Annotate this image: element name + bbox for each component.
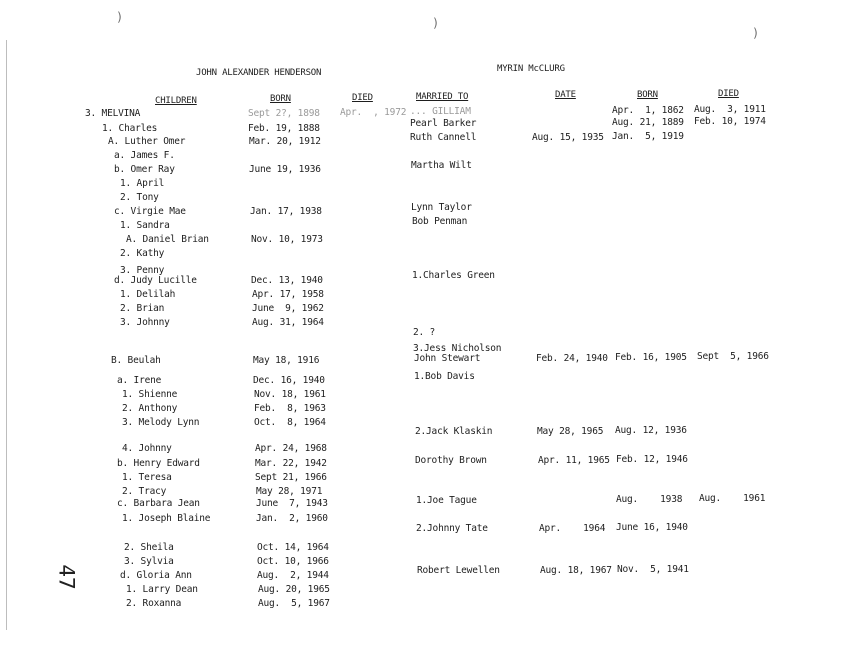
child-name: 2. Kathy <box>120 248 165 259</box>
child-name: A. Daniel Brian <box>126 234 209 245</box>
child-born: June 19, 1936 <box>249 164 321 175</box>
child-name: 3. Johnny <box>120 317 170 328</box>
col-spouse-born-header: BORN <box>637 90 658 100</box>
stray-mark: ) <box>116 10 124 24</box>
header-right-name: MYRIN McCLURG <box>497 64 565 74</box>
married-to: 2.Jack Klaskin <box>415 426 493 437</box>
child-name: d. Gloria Ann <box>120 570 192 581</box>
child-born: Aug. 31, 1964 <box>252 317 324 328</box>
child-born: Oct. 8, 1964 <box>254 417 326 428</box>
child-name: 2. Anthony <box>122 403 178 414</box>
child-name: 1. Joseph Blaine <box>122 513 211 524</box>
child-born: May 18, 1916 <box>253 355 320 366</box>
child-born: Apr. 24, 1968 <box>255 443 327 454</box>
married-to: 2.Johnny Tate <box>416 523 488 534</box>
married-to: 1.Charles Green <box>412 270 495 281</box>
child-born: Sept 21, 1966 <box>255 472 327 483</box>
child-name: B. Beulah <box>111 355 161 366</box>
child-name: 3. Melody Lynn <box>122 417 200 428</box>
child-name: a. James F. <box>114 150 175 161</box>
spouse-died: Feb. 10, 1974 <box>694 116 766 127</box>
child-born: Sept 2?, 1898 <box>248 108 320 119</box>
child-name: d. Judy Lucille <box>114 275 197 286</box>
child-born: Mar. 20, 1912 <box>249 136 321 147</box>
stray-mark: ) <box>752 26 760 40</box>
child-born: Mar. 22, 1942 <box>255 458 327 469</box>
child-name: 2. Tony <box>120 192 159 203</box>
child-name: 1. Shienne <box>122 389 178 400</box>
spouse-born: June 16, 1940 <box>616 522 688 533</box>
spouse-born: Jan. 5, 1919 <box>612 131 684 142</box>
col-date-header: DATE <box>555 90 576 100</box>
child-born: Dec. 13, 1940 <box>251 275 323 286</box>
spouse-born: Nov. 5, 1941 <box>617 564 689 575</box>
child-name: 1. Sandra <box>120 220 170 231</box>
child-born: Feb. 8, 1963 <box>254 403 326 414</box>
married-to: John Stewart <box>414 353 481 364</box>
spouse-died: Aug. 3, 1911 <box>694 104 766 115</box>
child-died: Apr. , 1972 <box>340 107 407 118</box>
child-born: Aug. 5, 1967 <box>258 598 330 609</box>
marriage-date: May 28, 1965 <box>537 426 604 437</box>
married-to: Bob Penman <box>412 216 468 227</box>
child-name: 1. Delilah <box>120 289 176 300</box>
marriage-date: Aug. 18, 1967 <box>540 565 612 576</box>
married-to: 1.Bob Davis <box>414 371 475 382</box>
child-born: Feb. 19, 1888 <box>248 123 320 134</box>
child-born: Oct. 10, 1966 <box>257 556 329 567</box>
child-born: Nov. 18, 1961 <box>254 389 326 400</box>
married-to: Robert Lewellen <box>417 565 500 576</box>
married-to: Martha Wilt <box>411 160 472 171</box>
child-born: Aug. 2, 1944 <box>257 570 329 581</box>
married-to: 2. ? <box>413 327 436 338</box>
married-to: Ruth Cannell <box>410 132 477 143</box>
child-name: 1. Larry Dean <box>126 584 198 595</box>
spouse-born: Feb. 12, 1946 <box>616 454 688 465</box>
child-born: June 7, 1943 <box>256 498 328 509</box>
spouse-born: Aug. 12, 1936 <box>615 425 687 436</box>
spouse-born: Aug. 1938 <box>616 494 683 505</box>
child-name: b. Omer Ray <box>114 164 175 175</box>
child-born: May 28, 1971 <box>256 486 323 497</box>
child-name: 2. Sheila <box>124 542 174 553</box>
col-died-header: DIED <box>352 93 373 103</box>
child-name: 3. MELVINA <box>85 108 141 119</box>
married-to: ... GILLIAM <box>410 106 471 117</box>
child-name: 1. Teresa <box>122 472 172 483</box>
married-to: Pearl Barker <box>410 118 477 129</box>
col-born-header: BORN <box>270 94 291 104</box>
child-name: 3. Sylvia <box>124 556 174 567</box>
married-to: Lynn Taylor <box>411 202 472 213</box>
page-number: 47 <box>54 564 79 590</box>
child-name: c. Virgie Mae <box>114 206 186 217</box>
marriage-date: Apr. 11, 1965 <box>538 455 610 466</box>
spouse-born: Aug. 21, 1889 <box>612 117 684 128</box>
child-born: Jan. 17, 1938 <box>250 206 322 217</box>
married-to: 1.Joe Tague <box>416 495 477 506</box>
child-born: Oct. 14, 1964 <box>257 542 329 553</box>
child-name: 1. Charles <box>102 123 158 134</box>
child-born: Aug. 20, 1965 <box>258 584 330 595</box>
married-to: Dorothy Brown <box>415 455 487 466</box>
spouse-born: Apr. 1, 1862 <box>612 105 684 116</box>
col-children-header: CHILDREN <box>155 96 197 106</box>
child-name: c. Barbara Jean <box>117 498 200 509</box>
scan-edge <box>6 40 7 630</box>
col-spouse-died-header: DIED <box>718 89 739 99</box>
spouse-died: Aug. 1961 <box>699 493 766 504</box>
marriage-date: Aug. 15, 1935 <box>532 132 604 143</box>
spouse-died: Sept 5, 1966 <box>697 351 769 362</box>
child-name: 3. Penny <box>120 265 165 276</box>
child-name: 4. Johnny <box>122 443 172 454</box>
child-name: 2. Tracy <box>122 486 167 497</box>
spouse-born: Feb. 16, 1905 <box>615 352 687 363</box>
child-born: Apr. 17, 1958 <box>252 289 324 300</box>
child-born: Nov. 10, 1973 <box>251 234 323 245</box>
child-name: b. Henry Edward <box>117 458 200 469</box>
married-to: 3.Jess Nicholson <box>413 343 502 354</box>
child-name: 1. April <box>120 178 165 189</box>
child-born: Jan. 2, 1960 <box>256 513 328 524</box>
marriage-date: Apr. 1964 <box>539 523 606 534</box>
col-married-header: MARRIED TO <box>416 92 469 102</box>
marriage-date: Feb. 24, 1940 <box>536 353 608 364</box>
child-name: 2. Roxanna <box>126 598 182 609</box>
header-left-name: JOHN ALEXANDER HENDERSON <box>196 68 322 78</box>
child-name: 2. Brian <box>120 303 165 314</box>
child-born: Dec. 16, 1940 <box>253 375 325 386</box>
child-name: A. Luther Omer <box>108 136 186 147</box>
stray-mark: ) <box>432 16 440 30</box>
child-name: a. Irene <box>117 375 162 386</box>
child-born: June 9, 1962 <box>252 303 324 314</box>
